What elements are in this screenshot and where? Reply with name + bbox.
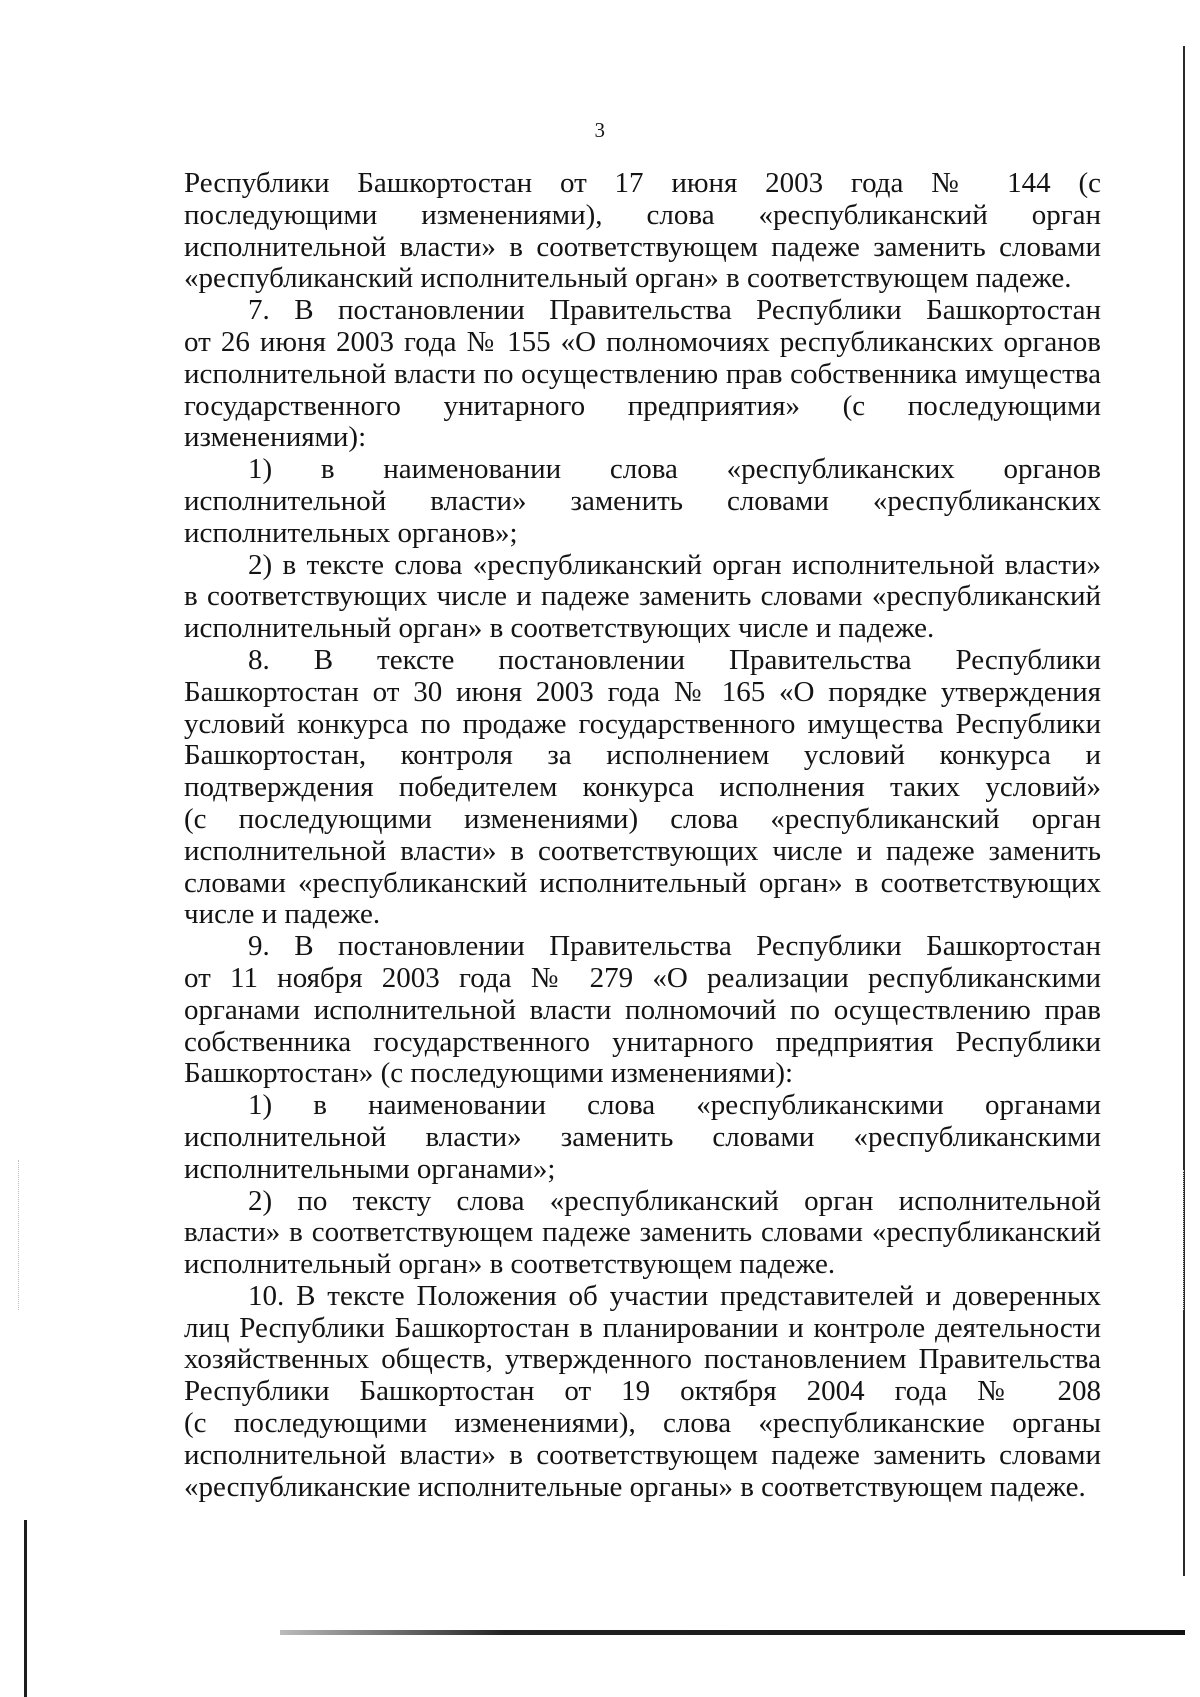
text-line: последующими изменениями), слова «республиканский орган bbox=[184, 198, 1101, 231]
text-line: изменениями): bbox=[184, 421, 367, 454]
text-line: (с последующими изменениями) слова «республиканский орган bbox=[184, 802, 1101, 835]
text-line: власти» в соответствующем падеже заменить словами «республиканский bbox=[184, 1216, 1101, 1249]
document-body bbox=[184, 168, 1101, 1503]
paragraph-item-9-1 bbox=[184, 1090, 1101, 1185]
text-line: Башкортостан от 30 июня 2003 года № 165 «О порядке утверждения bbox=[184, 675, 1101, 708]
text-line: 9. В постановлении Правительства Республики Башкортостан bbox=[248, 930, 1101, 963]
text-line: «республиканские исполнительные органы» в соответствующем падеже. bbox=[184, 1470, 1086, 1503]
text-line: исполнительной власти» в соответствующем падеже заменить словами bbox=[184, 1438, 1101, 1471]
scan-edge-line bbox=[1183, 46, 1185, 1576]
paragraph-item-9-2 bbox=[184, 1186, 1101, 1281]
text-line: словами «республиканский исполнительный орган» в соответствующих bbox=[184, 866, 1101, 899]
text-line: исполнительный орган» в соответствующих числе и падеже. bbox=[184, 612, 935, 645]
text-line: Республики Башкортостан от 17 июня 2003 года № 144 (с bbox=[184, 167, 1101, 199]
text-line: 2) по тексту слова «республиканский орган исполнительной bbox=[248, 1184, 1101, 1217]
text-line: «республиканский исполнительный орган» в соответствующем падеже. bbox=[184, 262, 1072, 295]
text-line: исполнительной власти» в соответствующем падеже заменить словами bbox=[184, 230, 1101, 263]
scan-artifact-dots-left bbox=[18, 1160, 20, 1310]
paragraph-item-7-2 bbox=[184, 550, 1101, 645]
text-line: исполнительных органов»; bbox=[184, 516, 518, 549]
text-line: Башкортостан, контроля за исполнением условий конкурса и bbox=[184, 739, 1101, 772]
text-line: подтверждения победителем конкурса исполнения таких условий» bbox=[184, 771, 1101, 804]
text-line: 10. В тексте Положения об участии представителей и доверенных bbox=[248, 1279, 1101, 1312]
text-line: 2) в тексте слова «республиканский орган исполнительной власти» bbox=[248, 548, 1101, 581]
text-line: Башкортостан» (с последующими изменениями): bbox=[184, 1057, 794, 1090]
text-line: собственника государственного унитарного предприятия Республики bbox=[184, 1025, 1101, 1058]
text-line: от 26 июня 2003 года № 155 «О полномочиях республиканских органов bbox=[184, 325, 1101, 358]
scan-artifact-dots bbox=[1183, 1170, 1185, 1310]
text-line: в соответствующих числе и падеже заменить словами «республиканский bbox=[184, 580, 1101, 613]
text-line: Республики Башкортостан от 19 октября 2004 года № 208 bbox=[184, 1375, 1101, 1408]
paragraph-item-9 bbox=[184, 931, 1101, 1090]
text-line: исполнительной власти по осуществлению прав собственника имущества bbox=[184, 357, 1101, 390]
paragraph-item-7-1 bbox=[184, 454, 1101, 549]
paragraph-item-7 bbox=[184, 295, 1101, 454]
text-line: (с последующими изменениями), слова «республиканские органы bbox=[184, 1407, 1101, 1440]
text-line: исполнительной власти» заменить словами «республиканскими bbox=[184, 1120, 1101, 1153]
text-line: числе и падеже. bbox=[184, 898, 381, 931]
text-line: от 11 ноября 2003 года № 279 «О реализации республиканскими bbox=[184, 961, 1101, 994]
text-line: исполнительной власти» в соответствующих числе и падеже заменить bbox=[184, 834, 1101, 867]
text-line: лиц Республики Башкортостан в планировании и контроле деятельности bbox=[184, 1311, 1101, 1344]
text-line: органами исполнительной власти полномочий по осуществлению прав bbox=[184, 993, 1101, 1026]
text-line: 1) в наименовании слова «республиканских органов bbox=[248, 453, 1101, 486]
text-line: 7. В постановлении Правительства Республики Башкортостан bbox=[248, 294, 1101, 327]
page-number: 3 bbox=[594, 118, 606, 142]
text-line: 1) в наименовании слова «республиканскими органами bbox=[248, 1089, 1101, 1122]
scan-edge-line-left bbox=[24, 1520, 27, 1697]
scan-bottom-edge bbox=[280, 1630, 1185, 1635]
paragraph-item-8 bbox=[184, 645, 1101, 931]
text-line: условий конкурса по продаже государственного имущества Республики bbox=[184, 707, 1101, 740]
text-line: государственного унитарного предприятия» (с последующими bbox=[184, 389, 1101, 422]
text-line: исполнительными органами»; bbox=[184, 1152, 556, 1185]
paragraph-item-10 bbox=[184, 1281, 1101, 1504]
paragraph-continuation bbox=[184, 168, 1101, 295]
text-line: исполнительной власти» заменить словами «республиканских bbox=[184, 484, 1101, 517]
text-line: исполнительный орган» в соответствующем падеже. bbox=[184, 1248, 836, 1281]
text-line: хозяйственных обществ, утвержденного постановлением Правительства bbox=[184, 1343, 1101, 1376]
text-line: 8. В тексте постановлении Правительства Республики bbox=[248, 643, 1101, 676]
